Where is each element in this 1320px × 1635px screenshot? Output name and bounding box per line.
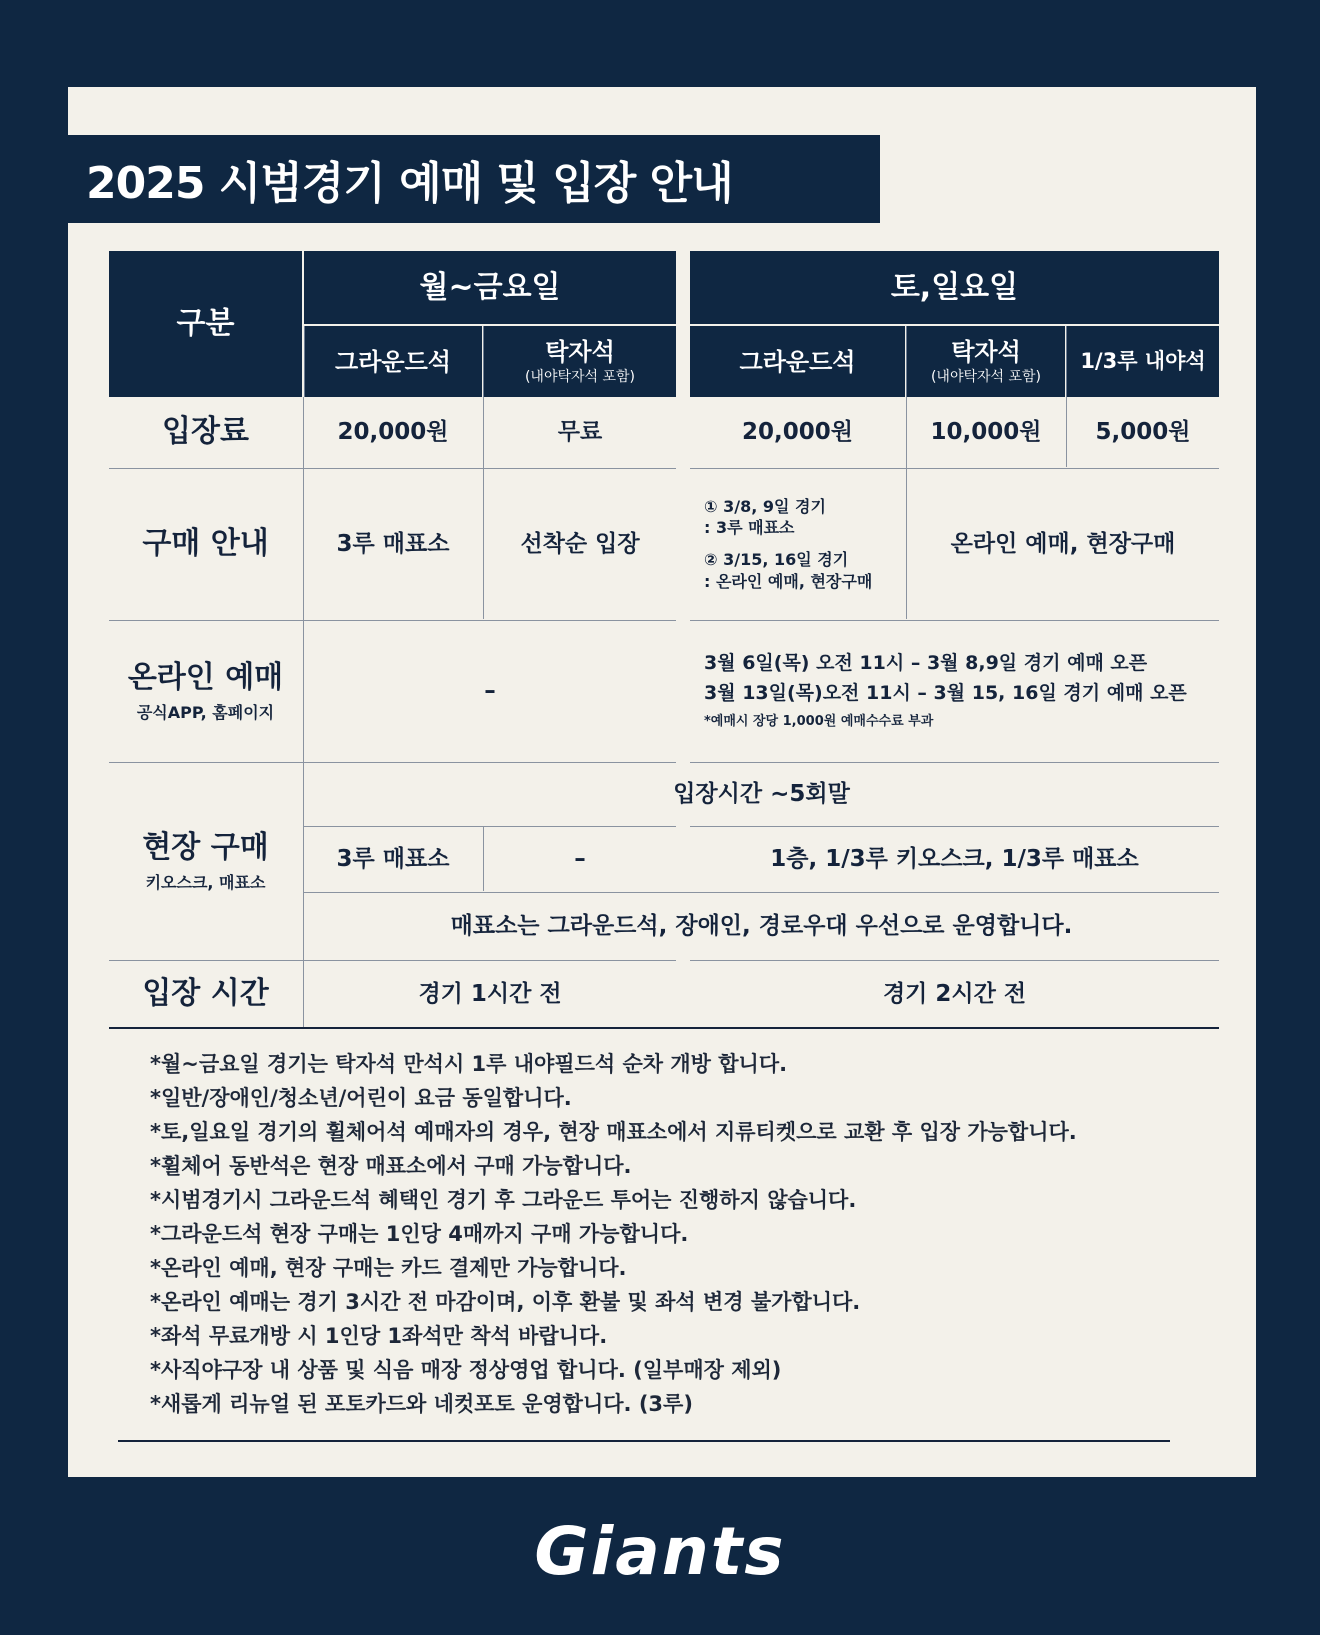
- purchase-we-ground: [704, 469, 904, 619]
- grid-line: [304, 826, 676, 827]
- grid-line: [303, 397, 304, 1027]
- grid-line: [906, 326, 907, 397]
- header-we-table-note: (내야탁자석 포함): [930, 368, 1042, 385]
- online-line2: 3월 13일(목)오전 11시 – 3월 15, 16일 경기 예매 오픈: [704, 681, 1187, 704]
- purchase-we-ground-1b: : 3루 매표소: [704, 518, 795, 538]
- online-weekday: –: [484, 677, 496, 704]
- header-we-ground: 그라운드석: [690, 326, 905, 397]
- grid-line: [690, 960, 1219, 961]
- purchase-we-ground-1a: ① 3/8, 9일 경기: [704, 496, 826, 516]
- grid-line: [109, 762, 676, 763]
- header-wd-table: [484, 326, 676, 397]
- note-item: *사직야구장 내 상품 및 식음 매장 정상영업 합니다. (일부매장 제외): [150, 1358, 782, 1382]
- onsite-entry-time: 입장시간 ~5회말: [673, 780, 850, 807]
- entry-weekend: 경기 2시간 전: [882, 980, 1027, 1007]
- fee-we-infield: 5,000원: [1095, 418, 1191, 445]
- row-label-online: [109, 621, 302, 761]
- onsite-weekend: 1층, 1/3루 키오스크, 1/3루 매표소: [770, 845, 1139, 872]
- row-label-entry: 입장 시간: [142, 976, 269, 1012]
- entry-weekday: 경기 1시간 전: [418, 980, 562, 1007]
- grid-line: [690, 762, 1219, 763]
- grid-line: [690, 468, 1219, 469]
- grid-line: [483, 397, 484, 619]
- online-line1: 3월 6일(목) 오전 11시 – 3월 8,9일 경기 예매 오픈: [704, 652, 1148, 675]
- grid-line: [109, 960, 676, 961]
- purchase-wd-ground: 3루 매표소: [336, 530, 450, 557]
- grid-line: [304, 892, 1219, 893]
- ticket-table: [109, 251, 1219, 1031]
- note-item: *온라인 예매는 경기 3시간 전 마감이며, 이후 환불 및 좌석 변경 불가합니다.: [150, 1290, 861, 1314]
- fee-we-ground: 20,000원: [742, 418, 853, 445]
- grid-line: [690, 620, 1219, 621]
- onsite-priority: 매표소는 그라운드석, 장애인, 경로우대 우선으로 운영합니다.: [450, 912, 1073, 939]
- note-item: *좌석 무료개방 시 1인당 1좌석만 착석 바랍니다.: [150, 1324, 608, 1348]
- note-item: *일반/장애인/청소년/어린이 요금 동일합니다.: [150, 1086, 572, 1110]
- purchase-we-ground-2a: ② 3/15, 16일 경기: [704, 550, 849, 569]
- purchase-we-rest: 온라인 예매, 현장구매: [950, 530, 1176, 557]
- grid-line: [304, 326, 305, 397]
- note-item: *휠체어 동반석은 현장 매표소에서 구매 가능합니다.: [150, 1154, 632, 1178]
- header-wd-table-note: (내야탁자석 포함): [524, 368, 636, 385]
- onsite-wd-ground: 3루 매표소: [336, 845, 450, 872]
- online-weekend: [704, 621, 1219, 761]
- note-item: *월~금요일 경기는 탁자석 만석시 1루 내야필드석 순차 개방 합니다.: [150, 1052, 788, 1076]
- onsite-sub: 키오스크, 매표소: [145, 872, 266, 892]
- row-label-purchase: 구매 안내: [142, 526, 269, 562]
- purchase-we-ground-2b: : 온라인 예매, 현장구매: [704, 571, 873, 591]
- page-title: 2025 시범경기 예매 및 입장 안내: [68, 135, 880, 223]
- header-wd-table-label: 탁자석: [545, 337, 615, 366]
- header-weekend: 토,일요일: [690, 251, 1219, 324]
- onsite-wd-table: –: [574, 845, 586, 872]
- grid-line: [1066, 326, 1067, 397]
- grid-line: [483, 326, 484, 397]
- table-bottom-border: [109, 1027, 1219, 1029]
- header-we-table: [907, 326, 1065, 397]
- header-weekday: 월~금요일: [304, 251, 676, 324]
- note-item: *새롭게 리뉴얼 된 포토카드와 네컷포토 운영합니다. (3루): [150, 1392, 693, 1416]
- header-category: 구분: [109, 251, 302, 397]
- notes-list: [150, 1047, 1200, 1421]
- onsite-label: 현장 구매: [142, 830, 269, 866]
- purchase-wd-table: 선착순 입장: [520, 530, 640, 557]
- divider: [118, 1440, 1170, 1442]
- online-label: 온라인 예매: [127, 660, 284, 696]
- header-wd-ground: 그라운드석: [304, 326, 482, 397]
- note-item: *온라인 예매, 현장 구매는 카드 결제만 가능합니다.: [150, 1256, 627, 1280]
- fee-wd-table: 무료: [557, 418, 603, 445]
- giants-logo: Giants: [534, 1513, 786, 1590]
- header-we-infield: 1/3루 내야석: [1067, 326, 1219, 397]
- grid-line: [483, 827, 484, 891]
- note-item: *토,일요일 경기의 휠체어석 예매자의 경우, 현장 매표소에서 지류티켓으로 교환 후 입장 가능합니다.: [150, 1120, 1077, 1144]
- grid-line: [109, 620, 676, 621]
- row-label-onsite: [109, 763, 302, 959]
- online-fee-note: *예매시 장당 1,000원 예매수수료 부과: [704, 713, 934, 729]
- online-sub: 공식APP, 홈페이지: [136, 702, 275, 722]
- grid-line: [1066, 397, 1067, 467]
- header-we-table-label: 탁자석: [951, 337, 1021, 366]
- note-item: *그라운드석 현장 구매는 1인당 4매까지 구매 가능합니다.: [150, 1222, 689, 1246]
- note-item: *시범경기시 그라운드석 혜택인 경기 후 그라운드 투어는 진행하지 않습니다.: [150, 1188, 857, 1212]
- grid-line: [109, 468, 676, 469]
- grid-line: [906, 397, 907, 619]
- fee-we-table: 10,000원: [930, 418, 1042, 445]
- row-label-fee: 입장료: [162, 414, 249, 450]
- fee-wd-ground: 20,000원: [337, 418, 449, 445]
- info-card: [68, 87, 1256, 1477]
- grid-line: [690, 826, 1219, 827]
